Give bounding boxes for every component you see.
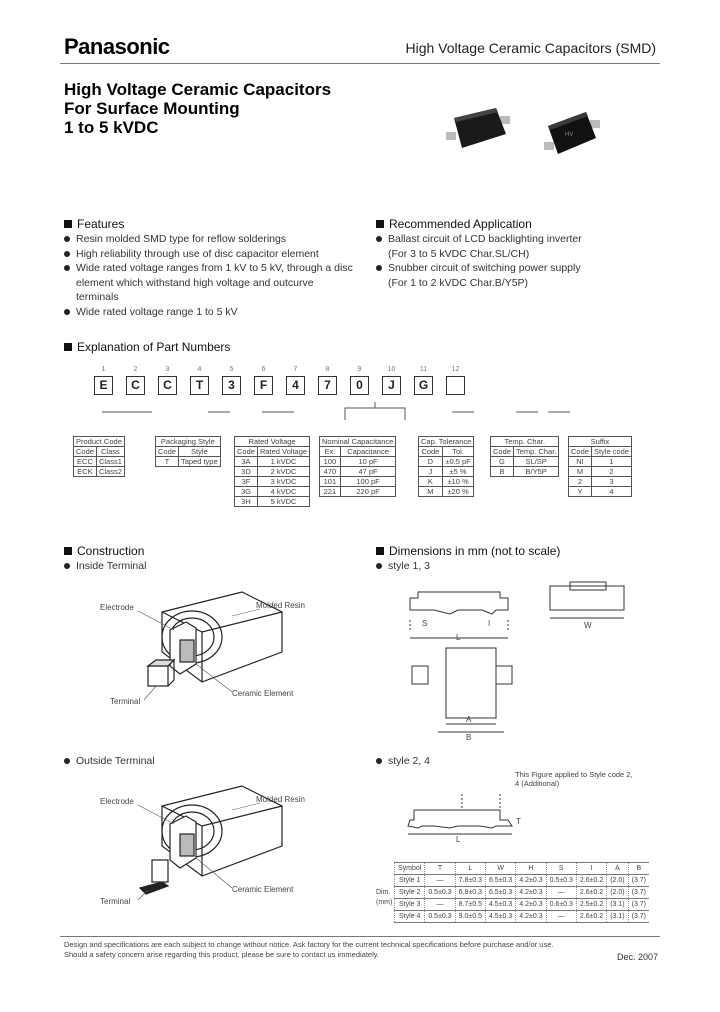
footer-line-2: Should a safety concern arise regarding this product, please be sure to contact us immediately. <box>64 950 380 959</box>
construction-heading: Construction <box>64 544 144 558</box>
dim-row: Style 4 0.5±0.3 9.0±0.5 4.5±0.3 4.2±0.3 — 2.6±0.2 (3.1) (3.7) <box>395 911 650 923</box>
feature-item: Wide rated voltage range 1 to 5 kV <box>64 305 354 320</box>
dim-row: Style 2 0.5±0.3 6.8±0.3 6.5±0.3 4.2±0.3 — 2.6±0.2 (2.0) (3.7) <box>395 887 650 899</box>
label-resin-out: Molded Resin <box>256 795 305 804</box>
dim24-label-T: T <box>516 817 521 826</box>
svg-text:HV: HV <box>565 132 574 138</box>
dim-label-A: A <box>466 715 472 724</box>
rated-voltage-table: Rated Voltage Code Rated Voltage 3A 1 kVDC 3D 2 kVDC 3F 3 kVDC 3G 4 kVDC 3H 5 kVDC <box>234 436 310 507</box>
outside-terminal-diagram <box>92 776 332 916</box>
dim-label-I: I <box>488 619 491 628</box>
product-photo <box>440 98 620 168</box>
style24-dimension-drawing <box>400 790 530 850</box>
label-electrode-in: Electrode <box>100 603 134 612</box>
label-terminal-in: Terminal <box>110 697 141 706</box>
feature-item: High reliability through use of disc capacitor element <box>64 247 354 262</box>
suffix-table: Suffix Code Style code NI 1 M 2 2 3 Y 4 <box>568 436 632 497</box>
title-line-3: 1 to 5 kVDC <box>64 118 159 137</box>
style24-label: style 2, 4 <box>376 754 430 769</box>
pn-cell: 11 G <box>414 366 433 395</box>
recommended-sub: (For 1 to 2 kVDC Char.B/Y5P) <box>388 276 529 289</box>
pn-cell: 4 T <box>190 366 209 395</box>
pn-cell: 8 7 <box>318 366 337 395</box>
outside-terminal-label: Outside Terminal <box>64 754 155 769</box>
packaging-table: Packaging Style Code Style T Taped type <box>155 436 221 467</box>
pn-cell: 2 C <box>126 366 145 395</box>
style13-label: style 1, 3 <box>376 559 430 574</box>
capacitance-table: Nominal Capacitance Ex. Capacitance 100 10 pF 470 47 pF 101 100 pF 221 220 pF <box>319 436 396 497</box>
label-terminal-out: Terminal <box>100 897 131 906</box>
pn-cell: 12 <box>446 366 465 395</box>
label-resin-in: Molded Resin <box>256 601 305 610</box>
dim-label-S: S <box>422 619 428 628</box>
pn-cell: 9 0 <box>350 366 369 395</box>
publication-date: Dec. 2007 <box>616 952 658 962</box>
chip-photo-2 <box>544 112 600 154</box>
pn-cell: 5 3 <box>222 366 241 395</box>
temp-char-table: Temp. Char. Code Temp. Char. G SL/SP B B/Y5P <box>490 436 559 477</box>
product-code-table: Product Code Code Class ECC Class1 ECK Class2 <box>73 436 125 477</box>
pn-cell: 10 J <box>382 366 401 395</box>
footer-divider <box>60 936 660 937</box>
dim-label-W: W <box>584 621 592 630</box>
dimension-table: Symbol T L W H S I A B Style 1 — 7.8±0.3 6.5±0.3 4.2±0.3 0.5±0.3 2.6±0.2 (2.0) (3.7) Style 2 0.5±0.3 6.8±0.3 6.5±0.3 4.2±0.3 — 2.6±0.2 (2.0) (3.7) Style 3 — 8.7±0.5 4.5±0.3 4.2±0.3 0.6±0.3 2.5±0.2 (3.1) (3.7) Style 4 0.5±0.3 9.0±0.5 4.5±0.3 4.2±0.3 — 2.6±0.2 (3.1) (3.7) <box>394 862 649 923</box>
dim-label-B: B <box>466 733 472 742</box>
feature-item: Wide rated voltage ranges from 1 kV to 5 kV, through a disc element which withstand high voltage and outcurve terminals <box>64 261 354 305</box>
part-number-boxes <box>94 366 465 395</box>
recommended-item: Snubber circuit of switching power supply <box>376 261 666 276</box>
page-title <box>64 80 331 137</box>
inside-terminal-label: Inside Terminal <box>64 559 146 574</box>
title-line-2: For Surface Mounting <box>64 99 240 118</box>
title-line-1: High Voltage Ceramic Capacitors <box>64 80 332 99</box>
dim24-label-L: L <box>456 835 461 844</box>
recommended-sub: (For 3 to 5 kVDC Char.SL/CH) <box>388 247 530 260</box>
label-electrode-out: Electrode <box>100 797 134 806</box>
pn-cell: 1 E <box>94 366 113 395</box>
dim-row: Style 1 — 7.8±0.3 6.5±0.3 4.2±0.3 0.5±0.3 2.6±0.2 (2.0) (3.7) <box>395 875 650 887</box>
feature-item: Resin molded SMD type for reflow solderings <box>64 232 354 247</box>
recommended-heading: Recommended Application <box>376 217 532 231</box>
footer-disclaimer <box>64 940 624 960</box>
label-ceramic-in: Ceramic Element <box>232 689 294 698</box>
dim-side-label: Dim. (mm) <box>376 889 393 906</box>
dim-row: Style 3 — 8.7±0.5 4.5±0.3 4.2±0.3 0.6±0.3 2.5±0.2 (3.1) (3.7) <box>395 899 650 911</box>
label-ceramic-out: Ceramic Element <box>232 885 294 894</box>
part-number-brackets <box>60 398 620 438</box>
features-heading: Features <box>64 217 124 231</box>
header-divider <box>60 63 660 64</box>
style24-note: This Figure applied to Style code 2, 4 (Additional) <box>515 770 633 788</box>
recommended-list <box>376 232 666 290</box>
recommended-item: Ballast circuit of LCD backlighting inverter <box>376 232 666 247</box>
pn-cell: 3 C <box>158 366 177 395</box>
tolerance-table: Cap. Tolerance Code Tol. D ±0.5 pF J ±5 % K ±10 % M ±20 % <box>418 436 474 497</box>
inside-terminal-diagram <box>92 582 332 722</box>
footer-line-1: Design and specifications are each subject to change without notice. Ask factory for the current technical specifications before purchase and/or use. <box>64 940 554 949</box>
chip-photo-1 <box>446 108 510 148</box>
brand-logo: Panasonic <box>64 34 170 59</box>
dimensions-heading: Dimensions in mm (not to scale) <box>376 544 560 558</box>
pn-cell: 7 4 <box>286 366 305 395</box>
part-numbers-heading: Explanation of Part Numbers <box>64 340 230 354</box>
style13-dimension-drawing <box>400 574 640 744</box>
document-type: High Voltage Ceramic Capacitors (SMD) <box>405 40 656 56</box>
dim-label-L: L <box>456 633 461 642</box>
features-list <box>64 232 354 319</box>
pn-cell: 6 F <box>254 366 273 395</box>
